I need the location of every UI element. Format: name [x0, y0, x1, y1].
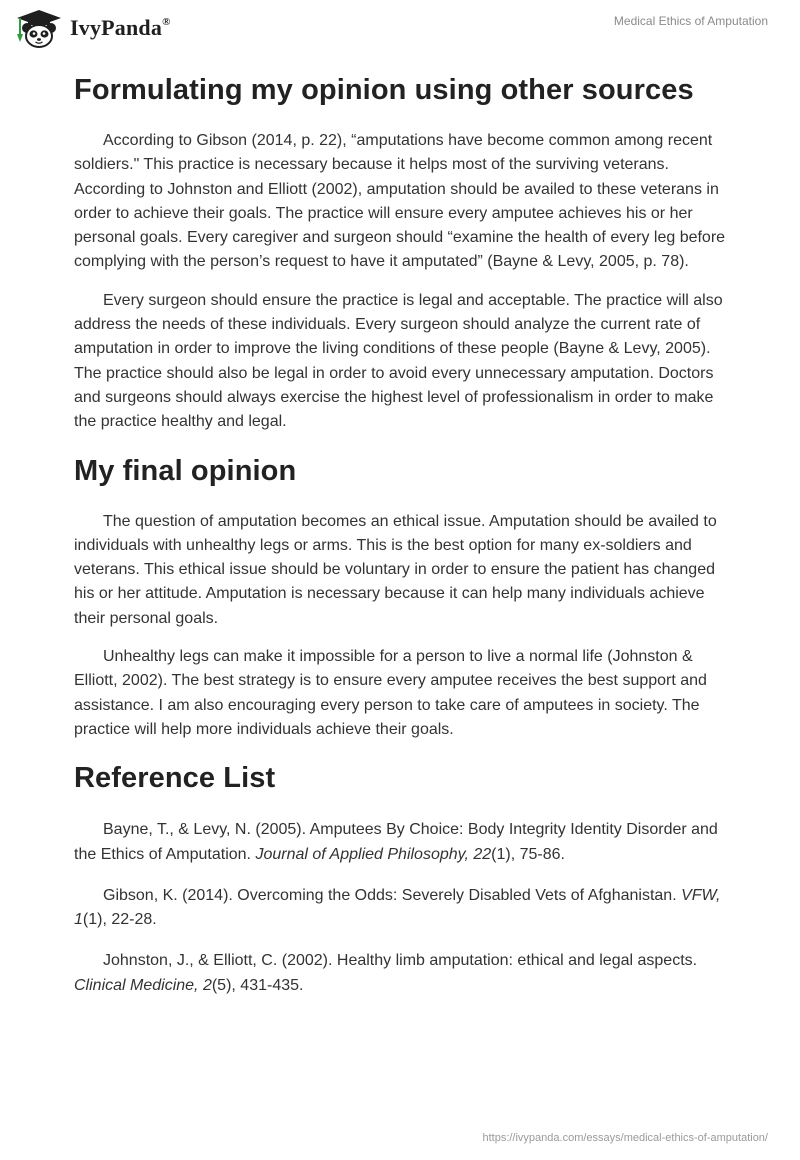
section-heading: Formulating my opinion using other sources	[74, 74, 694, 106]
section-heading: My final opinion	[74, 454, 297, 487]
reference-item: Johnston, J., & Elliott, C. (2002). Healthy limb amputation: ethical and legal aspects. Clinical Medicine, 2(5), 431-435.	[74, 952, 698, 994]
panda-logo-icon	[14, 8, 64, 48]
body-paragraph: According to Gibson (2014, p. 22), “amputations have become common among recent soldiers." This practice is necessary because it helps most of the surviving veterans. According to Johnston and Elliott (2002), amputation should be availed to these veterans in order to achieve their goals. The practice will ensure every amputee achieves his or her personal goals. Every caregiver and surgeon should “examine the health of every leg before complying with the person’s request to have it amputated” (Bayne & Levy, 2005, p. 78).	[74, 132, 726, 271]
document-title: Medical Ethics of Amputation	[613, 14, 768, 28]
registered-mark: ®	[162, 15, 171, 28]
reference-list-heading: Reference List	[74, 762, 276, 795]
logo-wordmark: IvyPanda®	[70, 15, 171, 40]
reference-item: Bayne, T., & Levy, N. (2005). Amputees By Choice: Body Integrity Identity Disorder and the Ethics of Amputation. Journal of Applied Philosophy, 22(1), 75-86.	[74, 821, 718, 863]
essay-content	[74, 70, 728, 998]
body-paragraph: Unhealthy legs can make it impossible for a person to live a normal life (Johnston & Elliott, 2002). The best strategy is to ensure every amputee receives the best support and assistance. I am also encouraging every person to take care of amputees in society. The practice will help more individuals achieve their goals.	[74, 648, 707, 738]
body-paragraph: The question of amputation becomes an ethical issue. Amputation should be availed to individuals with unhealthy legs or arms. This is the best option for many ex-soldiers and veterans. This ethical issue should be voluntary in order to ensure the patient has changed his or her attitude. Amputation is necessary because it can help many individuals achieve their personal goals.	[74, 512, 717, 627]
body-paragraph: Every surgeon should ensure the practice is legal and acceptable. The practice will also address the needs of these individuals. Every surgeon should analyze the current rate of amputation in order to improve the living conditions of these people (Bayne & Levy, 2005). The practice should also be legal in order to avoid every unnecessary amputation. Doctors and surgeons should always exercise the highest level of professionalism in order to make the practice healthy and legal.	[74, 291, 723, 431]
reference-item: Gibson, K. (2014). Overcoming the Odds: Severely Disabled Vets of Afghanistan. VFW, 1(1), 22-28.	[74, 886, 721, 929]
page-header	[0, 0, 800, 64]
source-url-link[interactable]: https://ivypanda.com/essays/medical-ethics-of-amputation/	[482, 1132, 768, 1144]
ivypanda-logo[interactable]	[14, 8, 171, 48]
